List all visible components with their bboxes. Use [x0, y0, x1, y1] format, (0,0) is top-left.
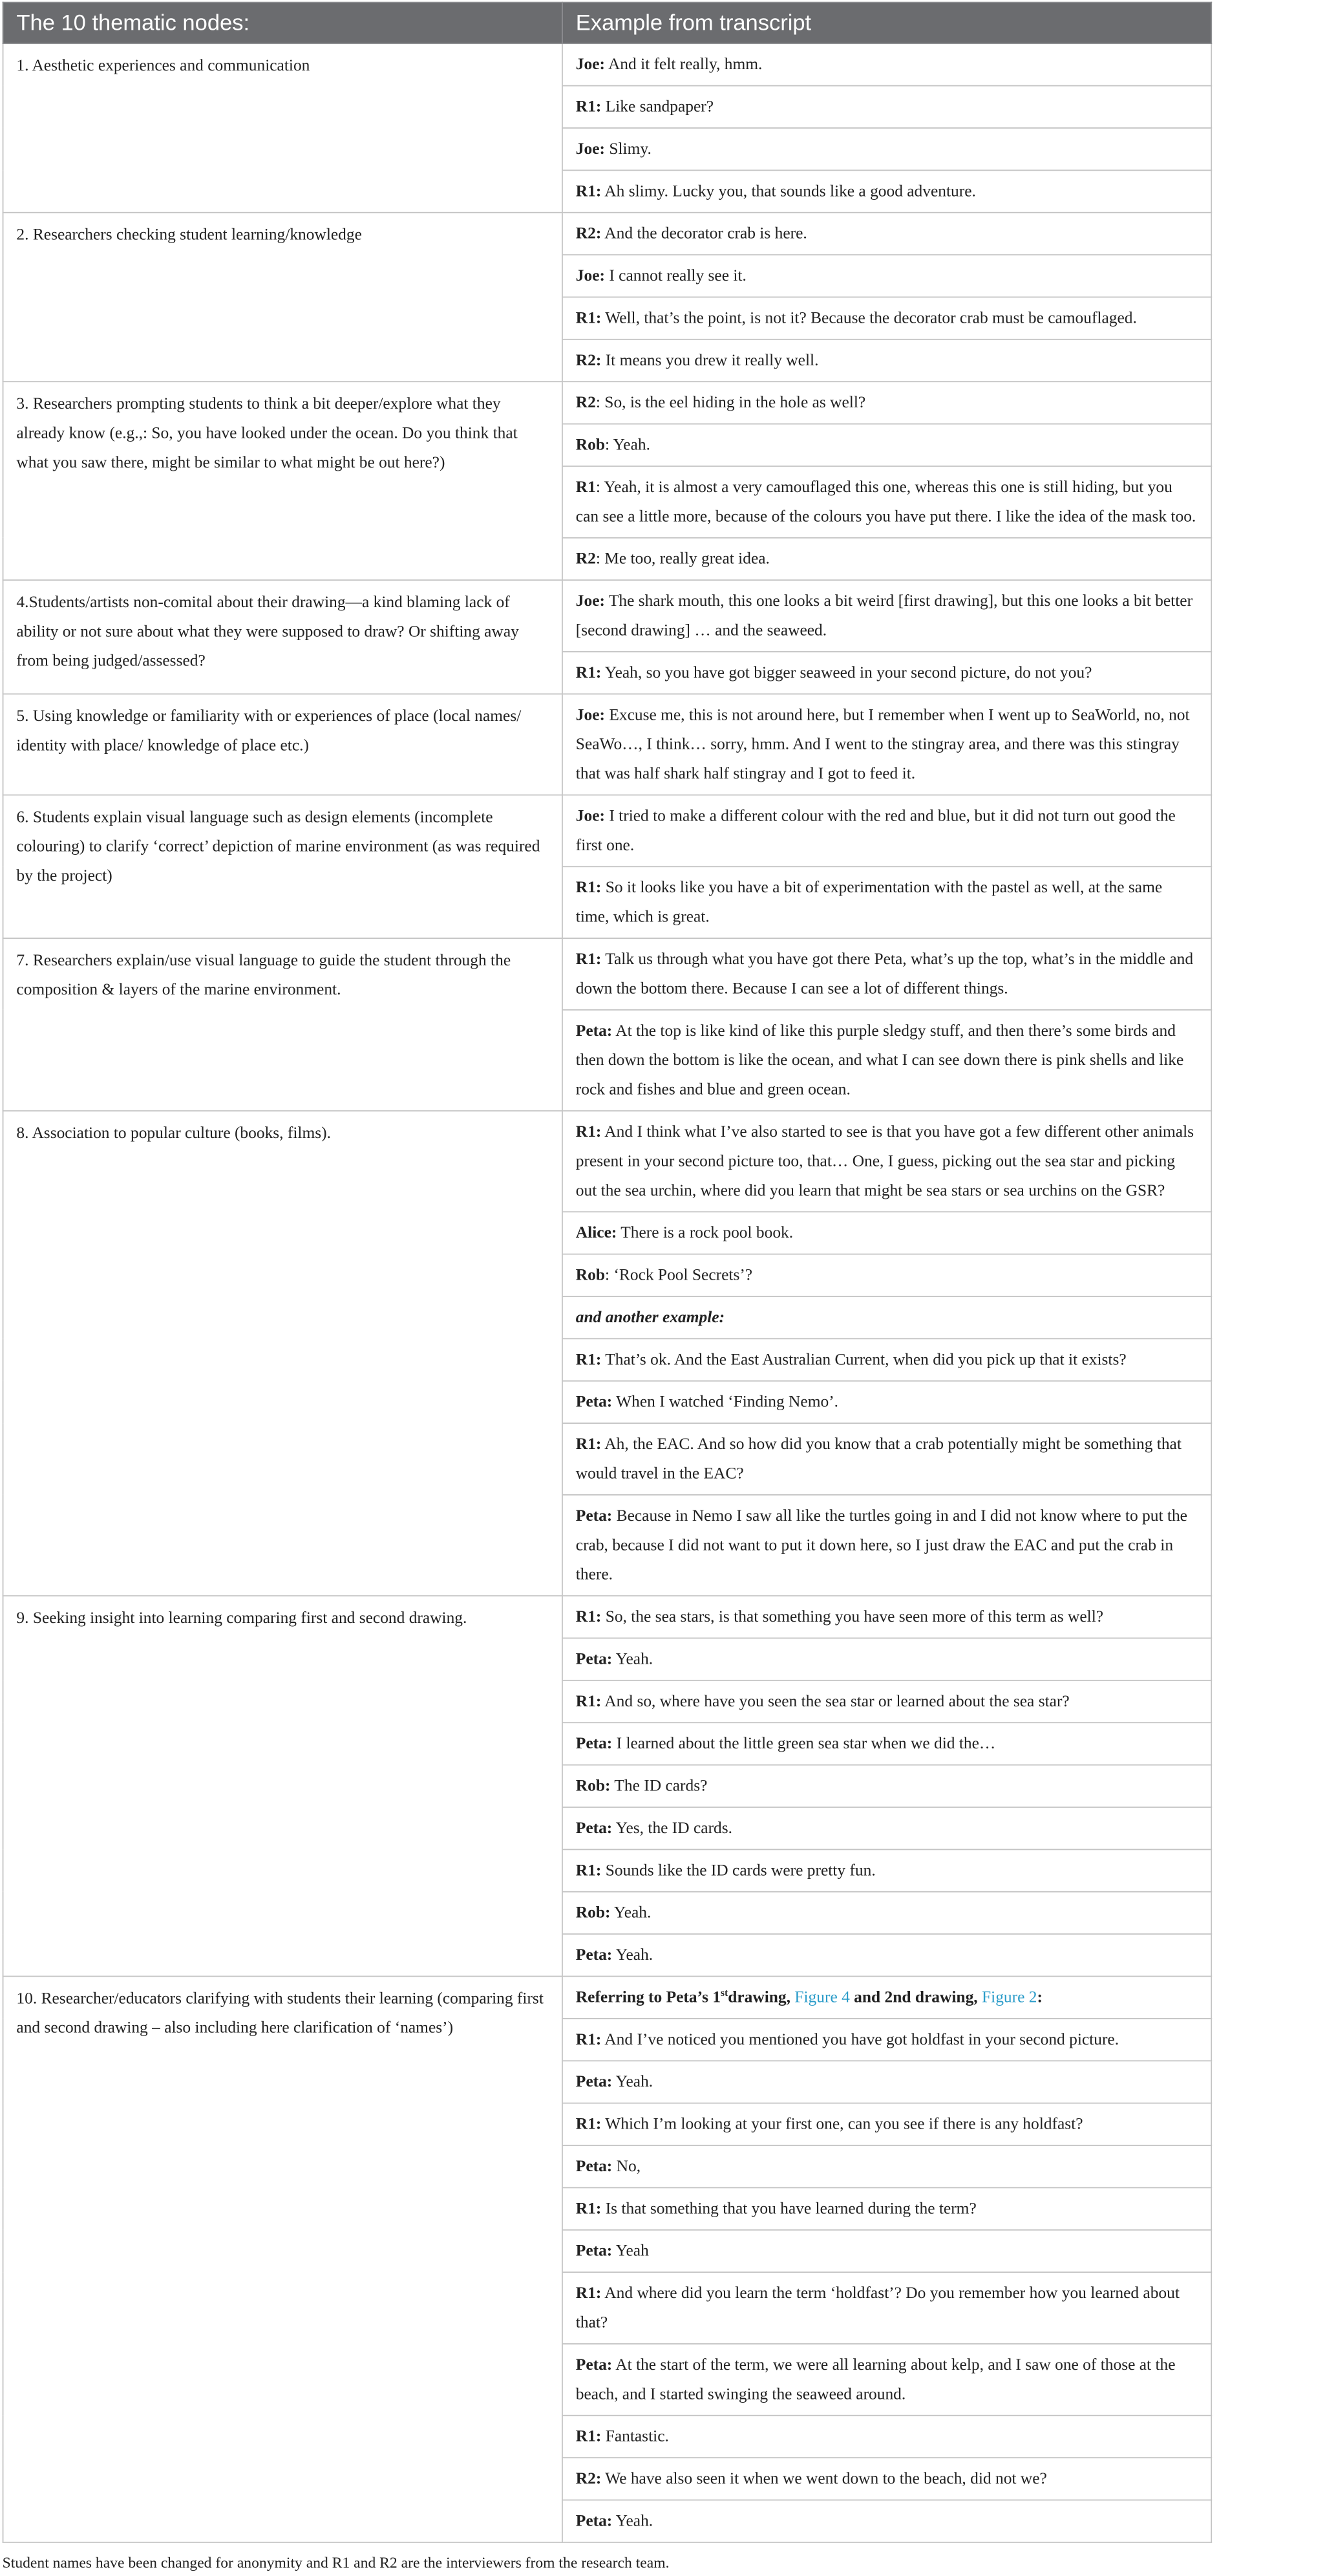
utterance-text: Yes, the ID cards. [612, 1819, 732, 1838]
speaker-name: Joe: [575, 806, 605, 825]
utterance-text: At the top is like kind of like this purple sledgy stuff, and then there’s some birds and then down the bottom is like the ocean, and what I can see down there is pink shells and like rock and fishes and blue and green ocean. [575, 1022, 1184, 1099]
utterance-text: And so, where have you seen the sea star or learned about the sea star? [601, 1692, 1070, 1711]
column-header-nodes: The 10 thematic nodes: [3, 3, 562, 44]
speaker-name: R1: [575, 2199, 602, 2218]
utterance-text: When I watched ‘Finding Nemo’. [612, 1392, 839, 1411]
transcript-line [562, 1381, 1211, 1423]
transcript-line [562, 1338, 1211, 1380]
utterance-text: Excuse me, this is not around here, but I remember when I went up to SeaWorld, no, not SeaWo…, I think… sorry, hmm. And I went to the stingray area, and there was this stingray that was half shark half stingray and I got to feed it. [575, 705, 1190, 783]
transcript-line [562, 2458, 1211, 2500]
thematic-node-label: 2. Researchers checking student learning/knowledge [3, 213, 562, 382]
speaker-name: Peta: [575, 2356, 613, 2374]
speaker-name: R2: [575, 224, 602, 243]
speaker-name: R1 [575, 478, 596, 497]
utterance-text: So it looks like you have a bit of experimentation with the pastel as well, at the same time, which is great. [575, 878, 1163, 927]
referring-text: : [1037, 1988, 1043, 2006]
utterance-text: Yeah. [612, 1649, 653, 1668]
speaker-name: Peta: [575, 1649, 613, 1668]
speaker-name: Alice: [575, 1223, 617, 1242]
transcript-line [562, 2272, 1211, 2344]
transcript-line [562, 2344, 1211, 2416]
transcript-line [562, 2500, 1211, 2542]
transcript-line [562, 1680, 1211, 1723]
speaker-name: Peta: [575, 1946, 613, 1964]
transcript-line [562, 1010, 1211, 1111]
transcript-line [562, 1111, 1211, 1212]
thematic-node-label: 6. Students explain visual language such as design elements (incomplete colouring) to clarify ‘correct’ depiction of marine environment (as was required by the project) [3, 795, 562, 939]
utterance-text: There is a rock pool book. [617, 1223, 794, 1242]
speaker-name: R1: [575, 1435, 602, 1454]
table-row [3, 213, 1212, 255]
utterance-text: Yeah, so you have got bigger seaweed in your second picture, do not you? [601, 663, 1092, 682]
utterance-text: I cannot really see it. [604, 266, 747, 285]
table-row [3, 1111, 1212, 1212]
transcript-line [562, 339, 1211, 381]
referring-text: drawing, [728, 1988, 795, 2006]
thematic-node-label: 5. Using knowledge or familiarity with or experiences of place (local names/ identity with place/ knowledge of place etc.) [3, 694, 562, 795]
utterance-text: The ID cards? [610, 1776, 708, 1795]
utterance-text: And where did you learn the term ‘holdfast’? Do you remember how you learned about that? [575, 2284, 1180, 2332]
referring-text: and 2nd drawing, [849, 1988, 982, 2006]
speaker-name: Peta: [575, 1819, 613, 1838]
utterance-text: It means you drew it really well. [601, 351, 819, 370]
utterance-text: Sounds like the ID cards were pretty fun. [601, 1861, 876, 1880]
transcript-line [562, 2019, 1211, 2061]
speaker-name: Joe: [575, 266, 605, 285]
utterance-text: That’s ok. And the East Australian Current, when did you pick up that it exists? [601, 1350, 1127, 1369]
speaker-name: Joe: [575, 592, 605, 610]
utterance-text: I learned about the little green sea star when we did the… [612, 1734, 996, 1753]
speaker-name: R2: [575, 2469, 602, 2488]
speaker-name: Peta: [575, 2072, 613, 2091]
transcript-line [562, 938, 1211, 1010]
transcript-line [562, 255, 1211, 297]
speaker-name: Peta: [575, 1507, 613, 1525]
table-row [3, 43, 1212, 85]
table-row [3, 381, 1212, 424]
speaker-name: R1: [575, 1607, 602, 1626]
referring-line [562, 1977, 1211, 2019]
transcript-line [562, 1296, 1211, 1338]
table-header-row [3, 3, 1212, 44]
speaker-name: R1: [575, 182, 602, 200]
speaker-name: Rob [575, 1265, 606, 1284]
table-footnote: Student names have been changed for anonymity and R1 and R2 are the interviewers from the research team. [2, 2554, 670, 2571]
utterance-text: Yeah. [612, 2511, 653, 2530]
speaker-name: Joe: [575, 705, 605, 724]
utterance-text: Slimy. [604, 140, 652, 158]
utterance-text: Is that something that you have learned during the term? [601, 2199, 977, 2218]
transcript-line [562, 1638, 1211, 1680]
speaker-name: Peta: [575, 1392, 613, 1411]
utterance-text: At the start of the term, we were all learning about kelp, and I saw one of those at the beach, and I started swinging the seaweed around. [575, 2356, 1176, 2403]
transcript-line [562, 213, 1211, 255]
speaker-name: R1: [575, 878, 602, 897]
utterance-text: I tried to make a different colour with the red and blue, but it did not turn out good the first one. [575, 806, 1176, 855]
table-row [3, 795, 1212, 867]
utterance-text: So, the sea stars, is that something you have seen more of this term as well? [601, 1607, 1104, 1626]
speaker-name: Joe: [575, 140, 605, 158]
speaker-name: R2 [575, 549, 596, 568]
transcript-line [562, 1934, 1211, 1976]
speaker-name: R1: [575, 950, 602, 969]
thematic-node-label: 8. Association to popular culture (books, films). [3, 1111, 562, 1596]
transcript-line [562, 2061, 1211, 2103]
ordinal-suffix: st [721, 1987, 728, 1999]
speaker-name: R1: [575, 1122, 602, 1141]
utterance-text: : ‘Rock Pool Secrets’? [605, 1265, 753, 1284]
utterance-text: No, [612, 2157, 641, 2176]
column-header-examples: Example from transcript [562, 3, 1211, 44]
transcript-line [562, 1765, 1211, 1807]
thematic-node-label: 1. Aesthetic experiences and communication [3, 43, 562, 213]
transcript-line [562, 2145, 1211, 2187]
transcript-line [562, 1807, 1211, 1849]
speaker-name: Peta: [575, 2241, 613, 2260]
speaker-name: R1: [575, 663, 602, 682]
utterance-text: : So, is the eel hiding in the hole as well? [595, 393, 866, 412]
thematic-node-label: 7. Researchers explain/use visual language to guide the student through the composition & layers of the marine environment. [3, 938, 562, 1111]
table-row [3, 1977, 1212, 2019]
utterance-text: Because in Nemo I saw all like the turtles going in and I did not know where to put the crab, because I did not want to put it down here, so I just draw the EAC and put the crab in there. [575, 1507, 1187, 1584]
section-label: and another example: [575, 1308, 725, 1327]
utterance-text: : Yeah, it is almost a very camouflaged this one, whereas this one is still hiding, but you can see a little more, because of the colours you have put there. I like the idea of the mask too. [575, 478, 1196, 526]
transcript-line [562, 86, 1211, 128]
transcript-line [562, 43, 1211, 85]
transcript-line [562, 1495, 1211, 1596]
speaker-name: R1: [575, 1692, 602, 1711]
utterance-text: Ah, the EAC. And so how did you know that a crab potentially might be something that would travel in the EAC? [575, 1435, 1182, 1483]
utterance-text: Like sandpaper? [601, 97, 714, 116]
table-body [3, 43, 1212, 2542]
transcript-line [562, 2187, 1211, 2229]
transcript-line [562, 1212, 1211, 1254]
utterance-text: We have also seen it when we went down to the beach, did not we? [601, 2469, 1047, 2488]
speaker-name: Joe: [575, 55, 605, 74]
thematic-node-label: 4.Students/artists non-comital about their drawing—a kind blaming lack of ability or not sure about what they were supposed to draw? Or shifting away from being judged/assessed? [3, 580, 562, 694]
figure-4-link[interactable]: Figure 4 [794, 1988, 850, 2006]
transcript-line [562, 170, 1211, 212]
transcript-line [562, 466, 1211, 538]
speaker-name: R1: [575, 2284, 602, 2302]
transcript-line [562, 652, 1211, 694]
transcript-line [562, 1723, 1211, 1765]
utterance-text: Yeah. [610, 1903, 652, 1922]
transcript-line [562, 128, 1211, 170]
utterance-text: And I’ve noticed you mentioned you have got holdfast in your second picture. [601, 2030, 1119, 2049]
transcript-line [562, 2416, 1211, 2458]
speaker-name: R1: [575, 1350, 602, 1369]
utterance-text: And it felt really, hmm. [604, 55, 763, 74]
transcript-line [562, 1423, 1211, 1495]
speaker-name: R1: [575, 308, 602, 327]
speaker-name: Peta: [575, 2157, 613, 2176]
utterance-text: Yeah. [612, 1946, 653, 1964]
speaker-name: Peta: [575, 2511, 613, 2530]
transcript-line [562, 1892, 1211, 1934]
utterance-text: Talk us through what you have got there Peta, what’s up the top, what’s in the middle and down the bottom there. Because I can see a lot of different things. [575, 950, 1194, 998]
transcript-line [562, 580, 1211, 652]
utterance-text: The shark mouth, this one looks a bit weird [first drawing], but this one looks a bit better [second drawing] … and the seaweed. [575, 592, 1193, 639]
speaker-name: Peta: [575, 1734, 613, 1753]
thematic-nodes-table [3, 2, 1212, 2543]
referring-text: Referring to Peta’s 1 [575, 1988, 721, 2006]
utterance-text: : Yeah. [605, 435, 650, 454]
transcript-line [562, 1849, 1211, 1891]
utterance-text: Fantastic. [601, 2427, 669, 2446]
transcript-line [562, 424, 1211, 466]
transcript-line [562, 795, 1211, 867]
thematic-node-label: 10. Researcher/educators clarifying with students their learning (comparing first and second drawing – also including here clarification of ‘names’) [3, 1977, 562, 2542]
thematic-node-label: 3. Researchers prompting students to think a bit deeper/explore what they already know (e.g.,: So, you have looked under the ocean. Do you think that what you saw there, might be similar to what might be out here?) [3, 381, 562, 580]
speaker-name: Rob: [575, 1903, 611, 1922]
transcript-line [562, 694, 1211, 795]
speaker-name: Rob [575, 435, 606, 454]
table-row [3, 938, 1212, 1010]
transcript-line [562, 297, 1211, 339]
speaker-name: R1: [575, 2114, 602, 2133]
transcript-line [562, 866, 1211, 938]
transcript-line [562, 538, 1211, 580]
transcript-line [562, 1254, 1211, 1296]
table-row [3, 1596, 1212, 1638]
speaker-name: R1: [575, 2427, 602, 2446]
thematic-node-label: 9. Seeking insight into learning comparing first and second drawing. [3, 1596, 562, 1976]
transcript-line [562, 2103, 1211, 2145]
utterance-text: Ah slimy. Lucky you, that sounds like a good adventure. [601, 182, 976, 200]
speaker-name: R2: [575, 351, 602, 370]
utterance-text: Well, that’s the point, is not it? Because the decorator crab must be camouflaged. [601, 308, 1137, 327]
speaker-name: Peta: [575, 1022, 613, 1040]
transcript-line [562, 2230, 1211, 2272]
utterance-text: Yeah [612, 2241, 649, 2260]
table-row [3, 580, 1212, 652]
speaker-name: R1: [575, 97, 602, 116]
figure-2-link[interactable]: Figure 2 [982, 1988, 1037, 2006]
transcript-line [562, 381, 1211, 424]
speaker-name: Rob: [575, 1776, 611, 1795]
utterance-text: And the decorator crab is here. [601, 224, 807, 243]
speaker-name: R1: [575, 1861, 602, 1880]
utterance-text: Yeah. [612, 2072, 653, 2091]
table-row [3, 694, 1212, 795]
utterance-text: And I think what I’ve also started to see is that you have got a few different other animals present in your second picture too, that… One, I guess, picking out the sea star and picking out the sea urchin, where did you learn that might be sea stars or sea urchins on the GSR? [575, 1122, 1194, 1200]
speaker-name: R1: [575, 2030, 602, 2049]
utterance-text: Which I’m looking at your first one, can you see if there is any holdfast? [601, 2114, 1083, 2133]
speaker-name: R2 [575, 393, 596, 412]
utterance-text: : Me too, really great idea. [595, 549, 770, 568]
transcript-line [562, 1596, 1211, 1638]
